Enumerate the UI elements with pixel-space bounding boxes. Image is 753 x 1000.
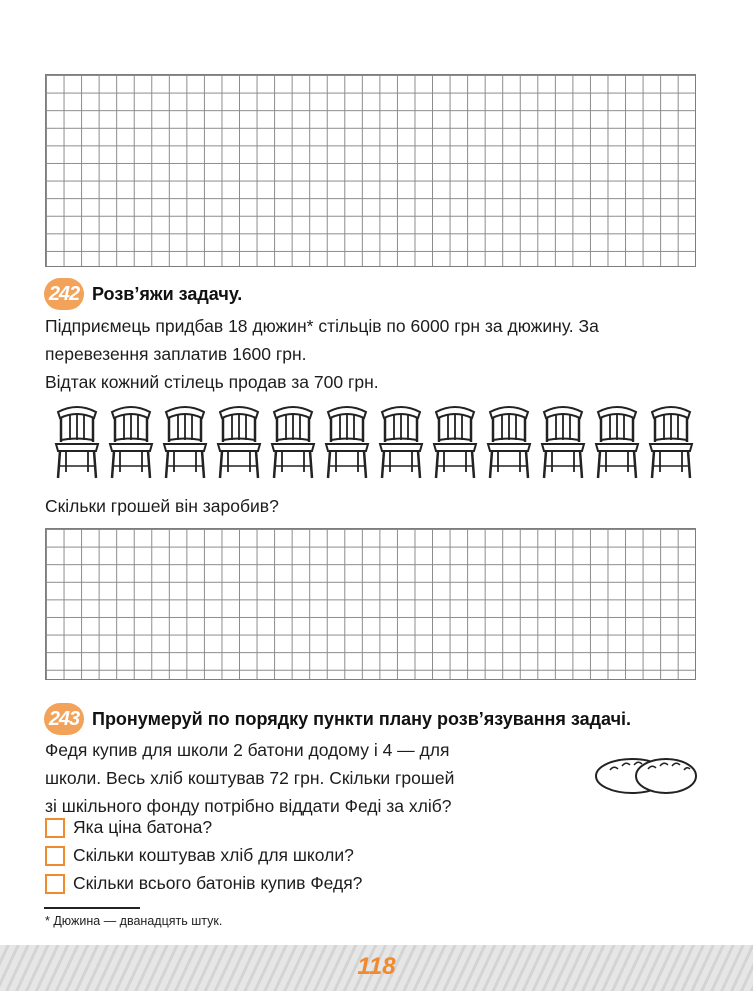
- footnote: * Дюжина — дванадцять штук.: [45, 914, 223, 928]
- plan-checkbox[interactable]: [45, 818, 65, 838]
- chair-icon: [108, 404, 154, 480]
- footnote-divider: [44, 907, 140, 909]
- plan-item: [45, 845, 354, 866]
- plan-item: [45, 817, 212, 838]
- chair-icon: [162, 404, 208, 480]
- plan-checkbox[interactable]: [45, 874, 65, 894]
- chair-icon: [270, 404, 316, 480]
- task-text-line: школи. Весь хліб коштував 72 грн. Скільки грошей: [45, 768, 455, 788]
- task-text-line: Підприємець придбав 18 дюжин* стільців по 6000 грн за дюжину. За: [45, 316, 599, 336]
- task-text-line: перевезення заплатив 1600 грн.: [45, 344, 307, 364]
- task-243-text: [45, 736, 545, 820]
- page-number: 118: [357, 953, 396, 980]
- task-number-badge: 242: [44, 278, 84, 310]
- task-242-text: [45, 312, 697, 396]
- plan-checkbox[interactable]: [45, 846, 65, 866]
- chair-icon: [324, 404, 370, 480]
- plan-item: [45, 873, 362, 894]
- task-242-header: [44, 278, 242, 310]
- chair-icon: [378, 404, 424, 480]
- plan-item-label: Скільки коштував хліб для школи?: [73, 845, 354, 865]
- chair-icon: [216, 404, 262, 480]
- chair-icon: [540, 404, 586, 480]
- answer-grid-top[interactable]: [45, 74, 696, 267]
- task-243-header: [44, 703, 631, 735]
- task-text-line: Відтак кожний стілець продав за 700 грн.: [45, 372, 379, 392]
- chair-icon: [54, 404, 100, 480]
- task-text-line: Федя купив для школи 2 батони додому і 4 — для: [45, 740, 450, 760]
- answer-grid-bottom[interactable]: [45, 528, 696, 680]
- bread-icon: [590, 752, 700, 798]
- task-title: Розв’яжи задачу.: [92, 283, 243, 304]
- task-number-badge: 243: [44, 703, 84, 735]
- chair-icon: [486, 404, 532, 480]
- task-question: Скільки грошей він заробив?: [45, 496, 279, 516]
- plan-item-label: Яка ціна батона?: [73, 817, 213, 837]
- plan-item-label: Скільки всього батонів купив Федя?: [73, 873, 363, 893]
- chair-icon: [648, 404, 694, 480]
- chair-icon: [594, 404, 640, 480]
- chair-icon: [432, 404, 478, 480]
- task-text-line: зі шкільного фонду потрібно віддати Феді за хліб?: [45, 796, 452, 816]
- chairs-illustration: [54, 404, 694, 480]
- task-title: Пронумеруй по порядку пункти плану розв’язування задачі.: [92, 708, 632, 729]
